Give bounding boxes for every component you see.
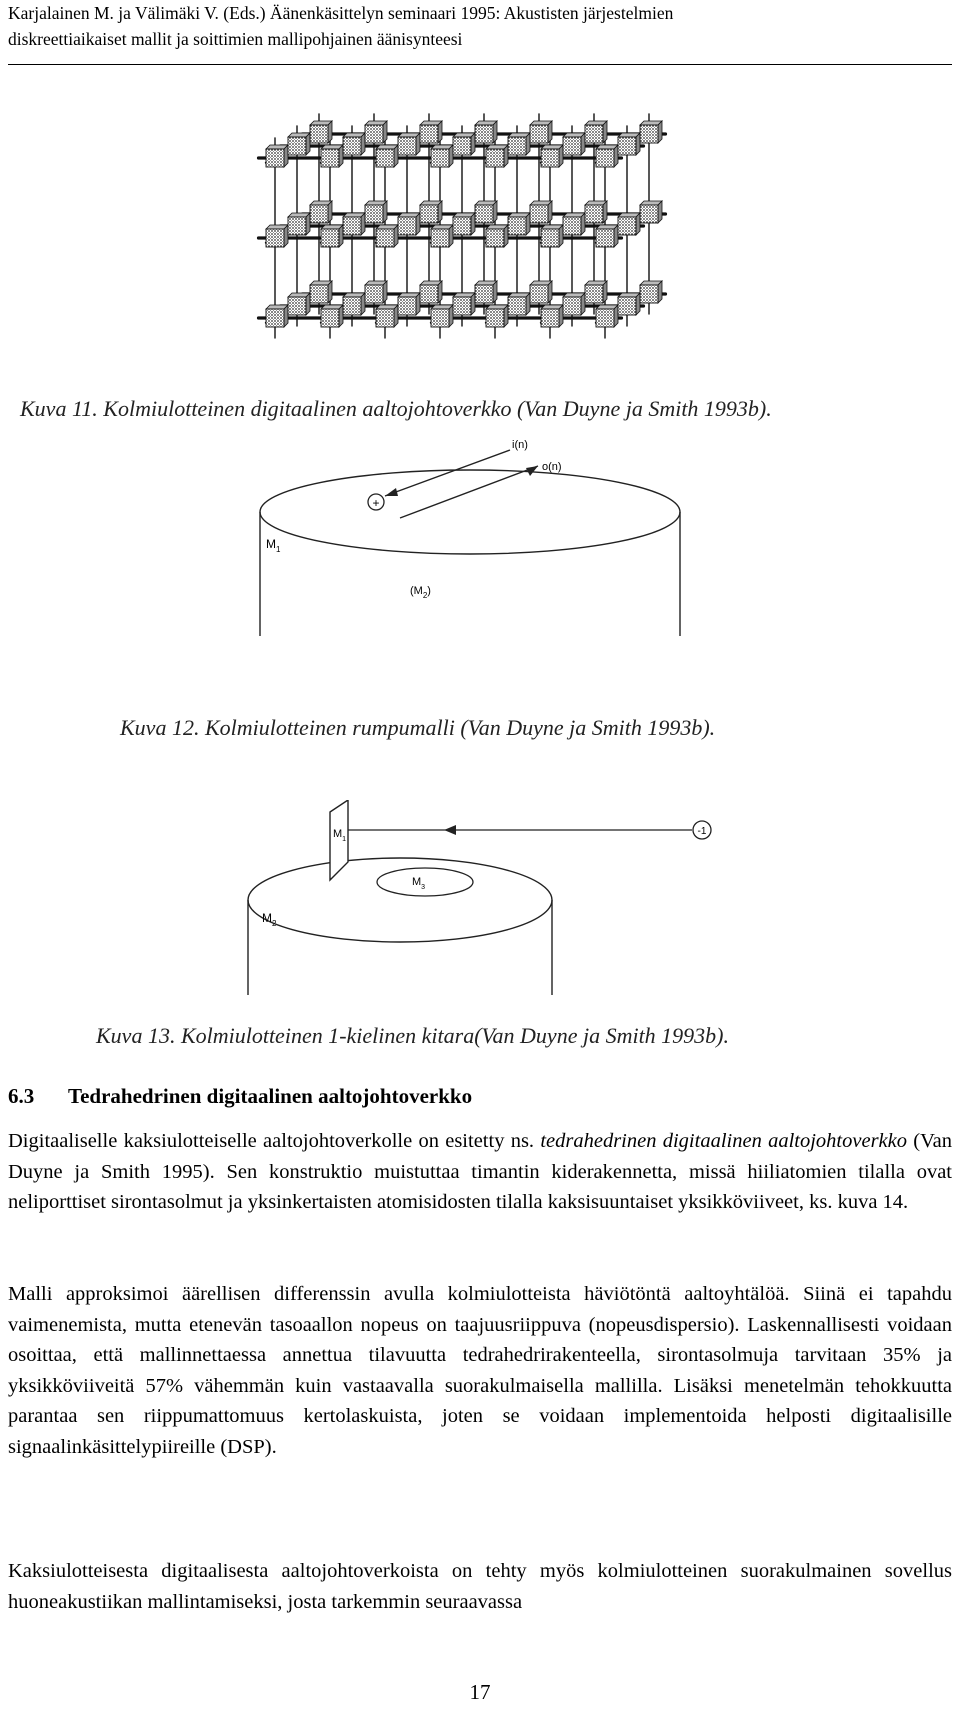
header-line-1: Karjalainen M. ja Välimäki V. (Eds.) Äänenkäsittelyn seminaari 1995: Akustisten järjestelmien	[8, 3, 674, 23]
scattering-node	[508, 293, 530, 315]
scattering-node	[321, 145, 343, 167]
scattering-node	[596, 145, 618, 167]
paragraph-1-part-c: (Van Duyne ja Smith 1995). Sen konstruktio muistuttaa timantin kiderakennetta, missä hiiliatomien tilalla ovat neliporttiset sirontasolmut ja yksinkertaisten atomisidosten tilalla kaksisuuntaiset yksikköviiveet, ks. kuva 14.	[8, 1130, 952, 1213]
header-rule	[8, 64, 952, 65]
running-header	[8, 0, 952, 52]
scattering-node	[618, 293, 640, 315]
scattering-node	[365, 281, 387, 303]
scattering-node	[475, 281, 497, 303]
input-arrow	[385, 450, 510, 496]
scattering-node	[288, 213, 310, 235]
scattering-node	[453, 293, 475, 315]
scattering-node	[486, 225, 508, 247]
scattering-node	[321, 225, 343, 247]
page-number: 17	[469, 1680, 491, 1704]
scattering-node	[640, 201, 662, 223]
scattering-node	[398, 293, 420, 315]
paragraph-1	[8, 1126, 952, 1218]
soundhole-ellipse	[377, 868, 473, 896]
scattering-node	[343, 293, 365, 315]
input-label: i(n)	[512, 439, 528, 451]
output-arrow	[400, 466, 538, 518]
scattering-node	[541, 305, 563, 327]
scattering-node	[453, 133, 475, 155]
section-heading	[8, 1084, 472, 1109]
figure-11-caption: Kuva 11. Kolmiulotteinen digitaalinen aaltojohtoverkko (Van Duyne ja Smith 1993b).	[20, 396, 772, 421]
scattering-node	[266, 305, 288, 327]
output-label: o(n)	[542, 461, 562, 473]
output-arrowhead	[526, 466, 538, 476]
m1-label: $M_1$	[266, 537, 281, 554]
scattering-node	[376, 225, 398, 247]
scattering-node	[508, 133, 530, 155]
scattering-node	[266, 225, 288, 247]
paragraph-1-part-a: Digitaaliselle kaksiulotteiselle aaltojohtoverkolle on esitetty ns.	[8, 1130, 541, 1152]
input-arrowhead	[385, 488, 398, 496]
scattering-node	[310, 121, 332, 143]
scattering-node	[398, 213, 420, 235]
paragraph-1-term: tedrahedrinen digitaalinen aaltojohtoverkko	[540, 1130, 907, 1152]
scattering-node	[475, 201, 497, 223]
scattering-node	[508, 213, 530, 235]
scattering-node	[431, 145, 453, 167]
scattering-node	[343, 133, 365, 155]
m1-label: $M_1$	[333, 828, 347, 843]
scattering-node	[640, 281, 662, 303]
scattering-node	[431, 225, 453, 247]
m3-label: $M_3$	[412, 876, 426, 891]
scattering-node	[266, 145, 288, 167]
figure-13-caption: Kuva 13. Kolmiulotteinen 1-kielinen kitara(Van Duyne ja Smith 1993b).	[96, 1023, 730, 1048]
mesh-nodes	[266, 121, 662, 327]
scattering-node	[288, 293, 310, 315]
m2-label: $(M_2)$	[410, 585, 431, 600]
figure-12-drum-model	[240, 436, 720, 656]
figure-12-caption: Kuva 12. Kolmiulotteinen rumpumalli (Van Duyne ja Smith 1993b).	[120, 715, 716, 740]
scattering-node	[376, 145, 398, 167]
scattering-node	[310, 281, 332, 303]
scattering-node	[618, 213, 640, 235]
scattering-node	[420, 121, 442, 143]
scattering-node	[640, 121, 662, 143]
drum-top-ellipse	[260, 470, 680, 554]
scattering-node	[486, 145, 508, 167]
scattering-node	[398, 133, 420, 155]
figure-13-one-string-guitar	[240, 800, 720, 1005]
header-line-2: diskreettiaikaiset mallit ja soittimien mallipohjainen äänisynteesi	[8, 29, 463, 49]
scattering-node	[420, 281, 442, 303]
section-title: Tedrahedrinen digitaalinen aaltojohtoverkko	[68, 1084, 473, 1108]
scattering-node	[585, 201, 607, 223]
scattering-node	[321, 305, 343, 327]
scattering-node	[420, 201, 442, 223]
paragraph-2: Malli approksimoi äärellisen differenssin avulla kolmiulotteista häviötöntä aaltoyhtälöä. Siinä ei tapahdu vaimenemista, mutta etenevän tasoaallon nopeus on taajuusriippuva (nopeusdispersio). Laskennallisesti voidaan osoittaa, että mallinnettaessa annettua tilavuutta tedrahedrirakenteella, sirontasolmuja tarvitaan 35% ja yksikköviiveitä 57% vähemmän kuin vastaavalla suorakulmaisella mallilla. Lisäksi menetelmän tehokkuutta parantaa sen riippumattomuus kertolaskuista, joten se voidaan implementoida helposti digitaalisille signaalinkäsittelypiireille (DSP).	[8, 1283, 952, 1458]
paragraph-3: Kaksiulotteisesta digitaalisesta aaltojohtoverkoista on tehty myös kolmiulotteinen suorakulmainen sovellus huoneakustiikan mallintamiseksi, josta tarkemmin seuraavassa	[8, 1560, 952, 1613]
figure-11-3d-waveguide-mesh	[235, 98, 725, 388]
scattering-node	[563, 293, 585, 315]
scattering-node	[618, 133, 640, 155]
m2-label: $M_2$	[262, 911, 277, 928]
scattering-node	[530, 121, 552, 143]
scattering-node	[541, 145, 563, 167]
scattering-node	[365, 201, 387, 223]
string-arrowhead	[444, 825, 456, 835]
scattering-node	[376, 305, 398, 327]
scattering-node	[596, 225, 618, 247]
scattering-node	[530, 201, 552, 223]
scattering-node	[530, 281, 552, 303]
summing-node-plus: +	[372, 496, 380, 510]
scattering-node	[343, 213, 365, 235]
scattering-node	[585, 281, 607, 303]
scattering-node	[563, 213, 585, 235]
scattering-node	[596, 305, 618, 327]
scattering-node	[563, 133, 585, 155]
scattering-node	[310, 201, 332, 223]
scattering-node	[486, 305, 508, 327]
scattering-node	[453, 213, 475, 235]
scattering-node	[365, 121, 387, 143]
scattering-node	[288, 133, 310, 155]
scattering-node	[541, 225, 563, 247]
section-number: 6.3	[8, 1084, 35, 1108]
scattering-node	[585, 121, 607, 143]
scattering-node	[475, 121, 497, 143]
scattering-node	[431, 305, 453, 327]
minus-one-label: -1	[697, 826, 707, 837]
